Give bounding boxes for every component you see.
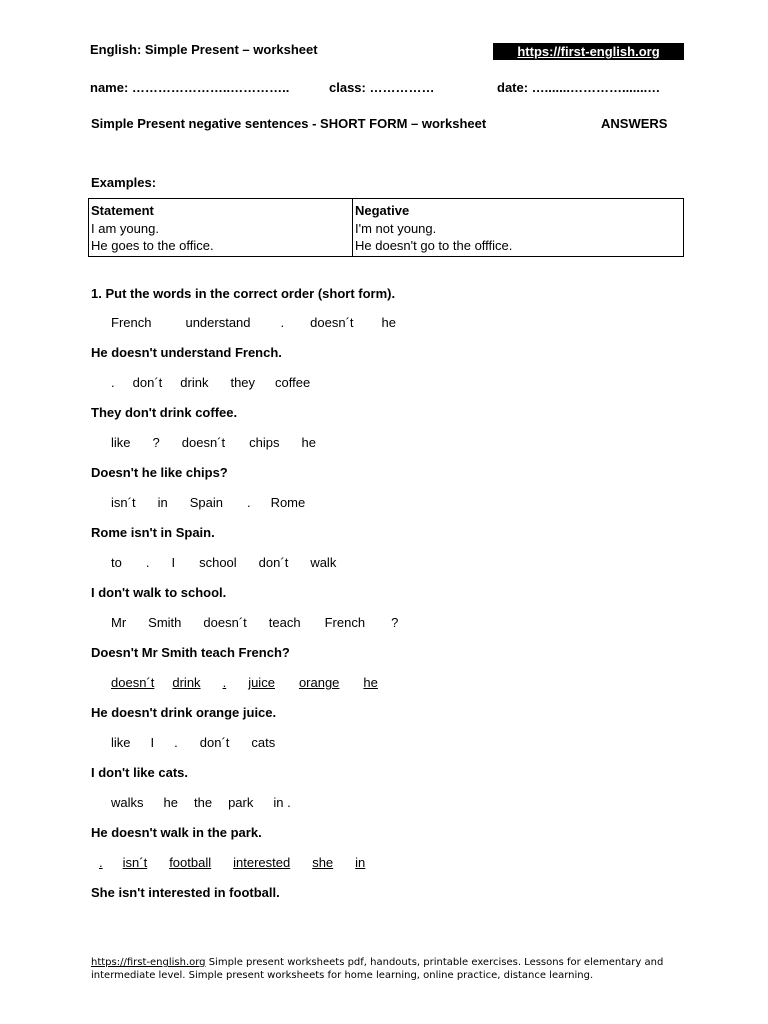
site-link[interactable]: https://first-english.org bbox=[493, 43, 684, 60]
answer-sentence: She isn't interested in football. bbox=[91, 885, 280, 900]
word-token: walks bbox=[111, 795, 144, 810]
scrambled-words bbox=[91, 735, 691, 765]
word-token: chips bbox=[249, 435, 280, 450]
word-token: teach bbox=[268, 615, 301, 630]
word-token: doesn´t bbox=[111, 675, 155, 690]
date-field: date: ….......………….......… bbox=[497, 80, 661, 95]
name-field: name: …………………..………….. bbox=[90, 80, 290, 95]
examples-table bbox=[88, 198, 684, 257]
word-token: ? bbox=[152, 435, 160, 450]
word-token: drink bbox=[180, 375, 209, 390]
exercise-item bbox=[91, 615, 691, 675]
word-token: the bbox=[193, 795, 213, 810]
negative-cell: He doesn't go to the offfice. bbox=[355, 238, 513, 253]
scrambled-words bbox=[91, 315, 691, 345]
word-token: he bbox=[163, 795, 178, 810]
answer-sentence: I don't walk to school. bbox=[91, 585, 227, 600]
exercise-item bbox=[91, 855, 691, 915]
word-token: they bbox=[230, 375, 256, 390]
word-token: in bbox=[355, 855, 366, 870]
word-token: French bbox=[324, 615, 366, 630]
word-token: doesn´t bbox=[310, 315, 354, 330]
exercise-item bbox=[91, 435, 691, 495]
statement-cell: He goes to the office. bbox=[91, 238, 214, 253]
word-token: . bbox=[99, 855, 103, 870]
scrambled-words bbox=[91, 495, 691, 525]
scrambled-words bbox=[91, 555, 691, 585]
word-token: don´t bbox=[132, 375, 163, 390]
answer-sentence: He doesn't walk in the park. bbox=[91, 825, 262, 840]
worksheet-title: Simple Present negative sentences - SHORT FORM – worksheet bbox=[91, 116, 487, 131]
footer-note bbox=[91, 957, 691, 982]
answer-sentence: They don't drink coffee. bbox=[91, 405, 238, 420]
word-token: drink bbox=[172, 675, 201, 690]
word-token: like bbox=[111, 735, 131, 750]
word-token: . bbox=[174, 735, 178, 750]
negative-cell: I'm not young. bbox=[355, 220, 437, 236]
exercise-item bbox=[91, 375, 691, 435]
task-instruction: 1. Put the words in the correct order (short form). bbox=[91, 286, 396, 301]
exercise-item bbox=[91, 735, 691, 795]
answer-sentence: Doesn't he like chips? bbox=[91, 465, 228, 480]
exercise-item bbox=[91, 675, 691, 735]
answer-sentence: Doesn't Mr Smith teach French? bbox=[91, 645, 290, 660]
exercise-item bbox=[91, 315, 691, 375]
word-token: Smith bbox=[148, 615, 182, 630]
answer-sentence: I don't like cats. bbox=[91, 765, 189, 780]
exercise-item bbox=[91, 795, 691, 855]
word-token: don´t bbox=[199, 735, 230, 750]
word-token: French bbox=[111, 315, 152, 330]
word-token: he bbox=[381, 315, 396, 330]
word-token: understand bbox=[185, 315, 251, 330]
scrambled-words bbox=[91, 615, 691, 645]
word-token: like bbox=[111, 435, 131, 450]
word-token: I bbox=[150, 735, 155, 750]
word-token: in . bbox=[273, 795, 291, 810]
word-token: isn´t bbox=[111, 495, 136, 510]
answer-sentence: He doesn't drink orange juice. bbox=[91, 705, 277, 720]
footer-text: Simple present worksheets pdf, handouts, printable exercises. Lessons for elementary and intermediate level. Simple present worksheets for home learning, online practice, distance learning. bbox=[91, 957, 664, 981]
exercise-item bbox=[91, 495, 691, 555]
word-token: . bbox=[246, 495, 251, 510]
scrambled-words bbox=[91, 675, 691, 705]
word-token: ? bbox=[391, 615, 399, 630]
word-token: he bbox=[363, 675, 378, 690]
word-token: in bbox=[157, 495, 168, 510]
statement-header: Statement bbox=[91, 203, 154, 218]
word-token: I bbox=[171, 555, 176, 570]
word-token: isn´t bbox=[122, 855, 148, 870]
word-token: juice bbox=[248, 675, 275, 690]
word-token: . bbox=[280, 315, 285, 330]
worksheet-header-title: English: Simple Present – worksheet bbox=[90, 42, 318, 57]
word-token: cats bbox=[251, 735, 276, 750]
word-token: walk bbox=[310, 555, 337, 570]
answer-sentence: He doesn't understand French. bbox=[91, 345, 282, 360]
word-token: . bbox=[222, 675, 227, 690]
statement-column bbox=[89, 199, 352, 256]
exercise-item bbox=[91, 555, 691, 615]
scrambled-words bbox=[91, 855, 691, 885]
word-token: don´t bbox=[258, 555, 289, 570]
word-token: interested bbox=[233, 855, 291, 870]
word-token: park bbox=[228, 795, 254, 810]
word-token: Spain bbox=[189, 495, 223, 510]
word-token: Rome bbox=[270, 495, 306, 510]
word-token: . bbox=[145, 555, 150, 570]
word-token: to bbox=[111, 555, 122, 570]
negative-header: Negative bbox=[355, 203, 410, 218]
word-token: orange bbox=[298, 675, 340, 690]
footer-link[interactable]: https://first-english.org bbox=[91, 957, 206, 968]
word-token: doesn´t bbox=[181, 435, 226, 450]
word-token: . bbox=[111, 375, 115, 390]
word-token: school bbox=[199, 555, 237, 570]
scrambled-words bbox=[91, 375, 691, 405]
class-field: class: …………… bbox=[329, 80, 435, 95]
examples-label: Examples: bbox=[91, 175, 157, 190]
word-token: football bbox=[169, 855, 212, 870]
statement-cell: I am young. bbox=[91, 220, 159, 236]
scrambled-words bbox=[91, 795, 691, 825]
answers-label: ANSWERS bbox=[601, 116, 668, 131]
scrambled-words bbox=[91, 435, 691, 465]
exercise-list bbox=[91, 315, 691, 915]
word-token: doesn´t bbox=[203, 615, 247, 630]
word-token: he bbox=[301, 435, 316, 450]
word-token: Mr bbox=[111, 615, 127, 630]
answer-sentence: Rome isn't in Spain. bbox=[91, 525, 215, 540]
negative-column bbox=[352, 199, 683, 256]
word-token: she bbox=[312, 855, 334, 870]
word-token: coffee bbox=[275, 375, 311, 390]
